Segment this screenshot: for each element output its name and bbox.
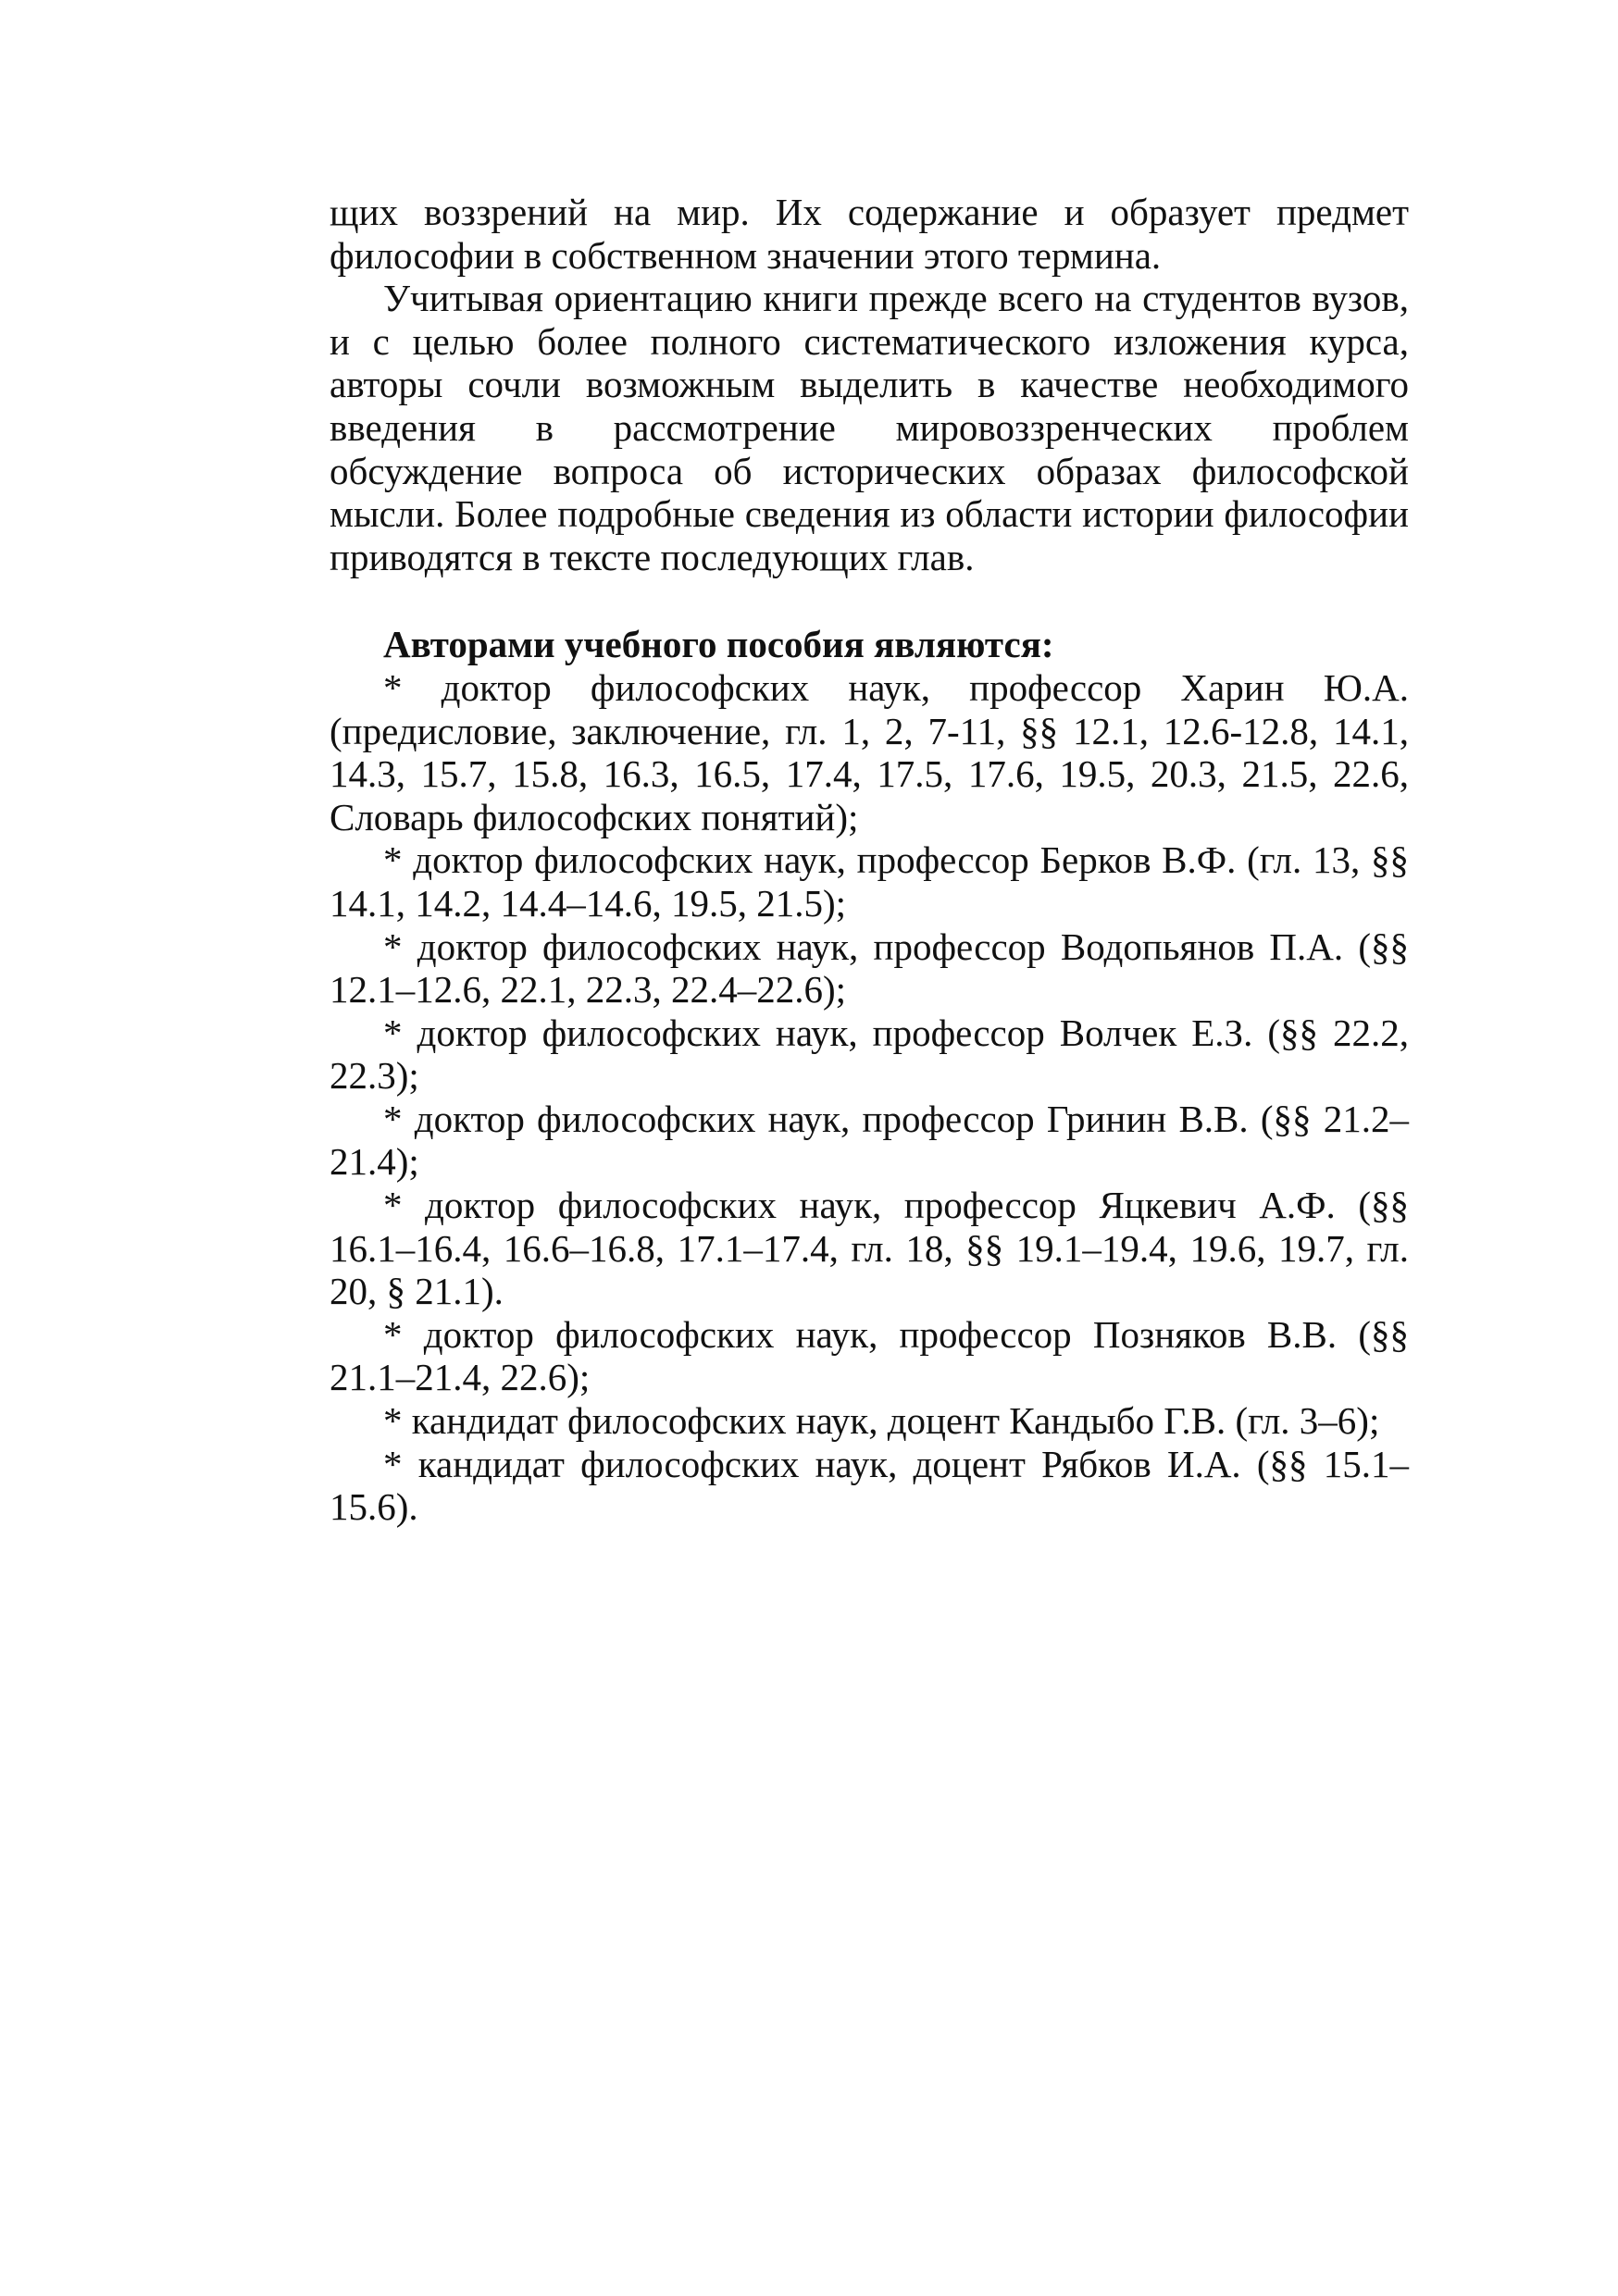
author-entry: * доктор философских наук, профессор Харин Ю.А. (предисловие, заключение, гл. 1, 2, 7-11, §§ 12.1, 12.6-12.8, 14.1, 14.3, 15.7, 15.8, 16.3, 16.5, 17.4, 17.5, 17.6, 19.5, 20.3, 21.5, 22.6, Словарь философских понятий); xyxy=(330,665,1409,838)
author-entry: * доктор философских наук, профессор Яцкевич А.Ф. (§§ 16.1–16.4, 16.6–16.8, 17.1–17.4, гл. 18, §§ 19.1–19.4, 19.6, 19.7, гл. 20, § 21.1). xyxy=(330,1184,1409,1313)
paragraph-orientation: Учитывая ориентацию книги прежде всего на студентов вузов, и с целью более полного систематического изложения курса, авторы сочли возможным выделить в качестве необходимого введения в рассмотрение мировоззренческих проблем обсуждение вопроса об исторических образах философской мысли. Более подробные сведения из области истории философии приводятся в тексте последующих глав. xyxy=(330,277,1409,578)
author-entry: * доктор философских наук, профессор Позняков В.В. (§§ 21.1–21.4, 22.6); xyxy=(330,1312,1409,1399)
author-entry: * кандидат философских наук, доцент Рябков И.А. (§§ 15.1–15.6). xyxy=(330,1442,1409,1529)
authors-heading: Авторами учебного пособия являются: xyxy=(383,623,1054,666)
author-entry: * доктор философских наук, профессор Гринин В.В. (§§ 21.2–21.4); xyxy=(330,1097,1409,1184)
section-gap xyxy=(330,578,1409,623)
author-entry: * доктор философских наук, профессор Волчек Е.З. (§§ 22.2, 22.3); xyxy=(330,1011,1409,1098)
author-entry: * доктор философских наук, профессор Берков В.Ф. (гл. 13, §§ 14.1, 14.2, 14.4–14.6, 19.5, 21.5); xyxy=(330,838,1409,925)
paragraph-continuation: щих воззрений на мир. Их содержание и образует предмет философии в собственном значении этого термина. xyxy=(330,191,1409,277)
body-text xyxy=(330,191,1409,1529)
author-entry: * кандидат философских наук, доцент Кандыбо Г.В. (гл. 3–6); xyxy=(383,1399,1380,1443)
author-entry: * доктор философских наук, профессор Водопьянов П.А. (§§ 12.1–12.6, 22.1, 22.3, 22.4–22.6); xyxy=(330,925,1409,1011)
